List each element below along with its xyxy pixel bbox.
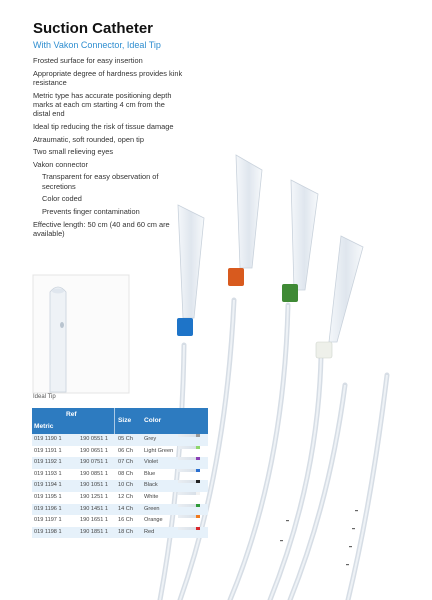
color-swatch [178,457,200,460]
color-cell: Violet [144,459,158,466]
table-row [32,480,208,492]
feature-item: Color coded [42,194,82,204]
product-title: Suction Catheter [33,20,154,37]
size-cell: 12 Ch [118,493,133,500]
color-swatch [178,515,200,518]
ref-cell: 190 0851 1 [80,470,108,477]
table-body [32,434,208,538]
hub-color-chip [196,469,200,472]
ref-metric-cell: 019 1195 1 [34,493,62,500]
hub-color-chip [196,434,200,437]
hub-color-chip [196,515,200,518]
ref-cell: 190 0751 1 [80,459,108,466]
ref-metric-cell: 019 1193 1 [34,470,62,477]
feature-item: Two small relieving eyes [33,147,114,157]
size-cell: 14 Ch [118,505,133,512]
color-cell: Blue [144,470,156,477]
feature-item: Appropriate degree of hardness provides kink resistance [33,68,183,87]
hub-color-chip [196,504,200,507]
table-row [32,469,208,481]
color-swatch [178,527,200,530]
color-swatch [178,504,200,507]
color-swatch [178,469,200,472]
ref-metric-cell: 019 1192 1 [34,459,62,466]
size-cell: 07 Ch [118,459,133,466]
ref-metric-cell: 019 1190 1 [34,436,62,442]
ref-metric-cell: 019 1197 1 [34,517,62,524]
ref-metric-cell: 019 1191 1 [34,447,62,454]
table-row [32,492,208,504]
color-swatch [178,492,200,495]
header-color: Color [144,417,162,424]
ref-cell: 190 0651 1 [80,447,108,454]
detail-caption: Ideal Tip [33,394,56,400]
feature-item: Metric type has accurate positioning depth marks at each cm starting 4 cm from the distal end [33,90,172,119]
hub-color-chip [196,480,200,483]
ref-cell: 190 1251 1 [80,493,108,500]
color-swatch [178,446,200,449]
ref-cell: 190 1851 1 [80,528,108,535]
table-row [32,504,208,516]
ref-cell: 190 0551 1 [80,436,108,442]
hub-color-chip [196,446,200,449]
feature-item: Transparent for easy observation of secretions [42,172,159,191]
header-ref: Ref [66,411,77,418]
size-cell: 10 Ch [118,482,133,489]
color-cell: Grey [144,436,157,442]
ref-cell: 190 1051 1 [80,482,108,489]
color-cell: Green [144,505,160,512]
product-table [32,408,208,538]
color-cell: Orange [144,517,163,524]
table-row [32,527,208,539]
ref-metric-cell: 019 1198 1 [34,528,62,535]
size-cell: 05 Ch [118,436,133,442]
feature-item: Atraumatic, soft rounded, open tip [33,134,144,144]
size-cell: 08 Ch [118,470,133,477]
table-row [32,434,208,446]
feature-item: Ideal tip reducing the risk of tissue damage [33,122,174,131]
hub-color-chip [196,527,200,530]
size-cell: 18 Ch [118,528,133,535]
table-row [32,446,208,458]
color-cell: White [144,493,159,500]
feature-item: Prevents finger contamination [42,206,140,216]
hub-color-chip [196,457,200,460]
feature-item: Effective length: 50 cm (40 and 60 cm are available) [33,219,170,238]
size-cell: 16 Ch [118,517,133,524]
ref-cell: 190 1651 1 [80,517,108,524]
header-metric: Metric [34,423,54,430]
hub-color-chip [196,492,200,495]
color-swatch [178,480,200,483]
header-size: Size [118,417,132,424]
feature-item: Vakon connector [33,159,88,169]
table-row [32,457,208,469]
color-cell: Light Green [144,447,174,454]
table-header [32,408,208,434]
color-cell: Black [144,482,158,489]
ref-cell: 190 1451 1 [80,505,108,512]
ref-metric-cell: 019 1196 1 [34,505,62,512]
color-swatch [178,434,200,437]
product-subtitle: With Vakon Connector, Ideal Tip [33,40,161,50]
size-cell: 06 Ch [118,447,133,454]
color-cell: Red [144,528,155,535]
table-row [32,515,208,527]
feature-item: Frosted surface for easy insertion [33,56,143,65]
ref-metric-cell: 019 1194 1 [34,482,62,489]
